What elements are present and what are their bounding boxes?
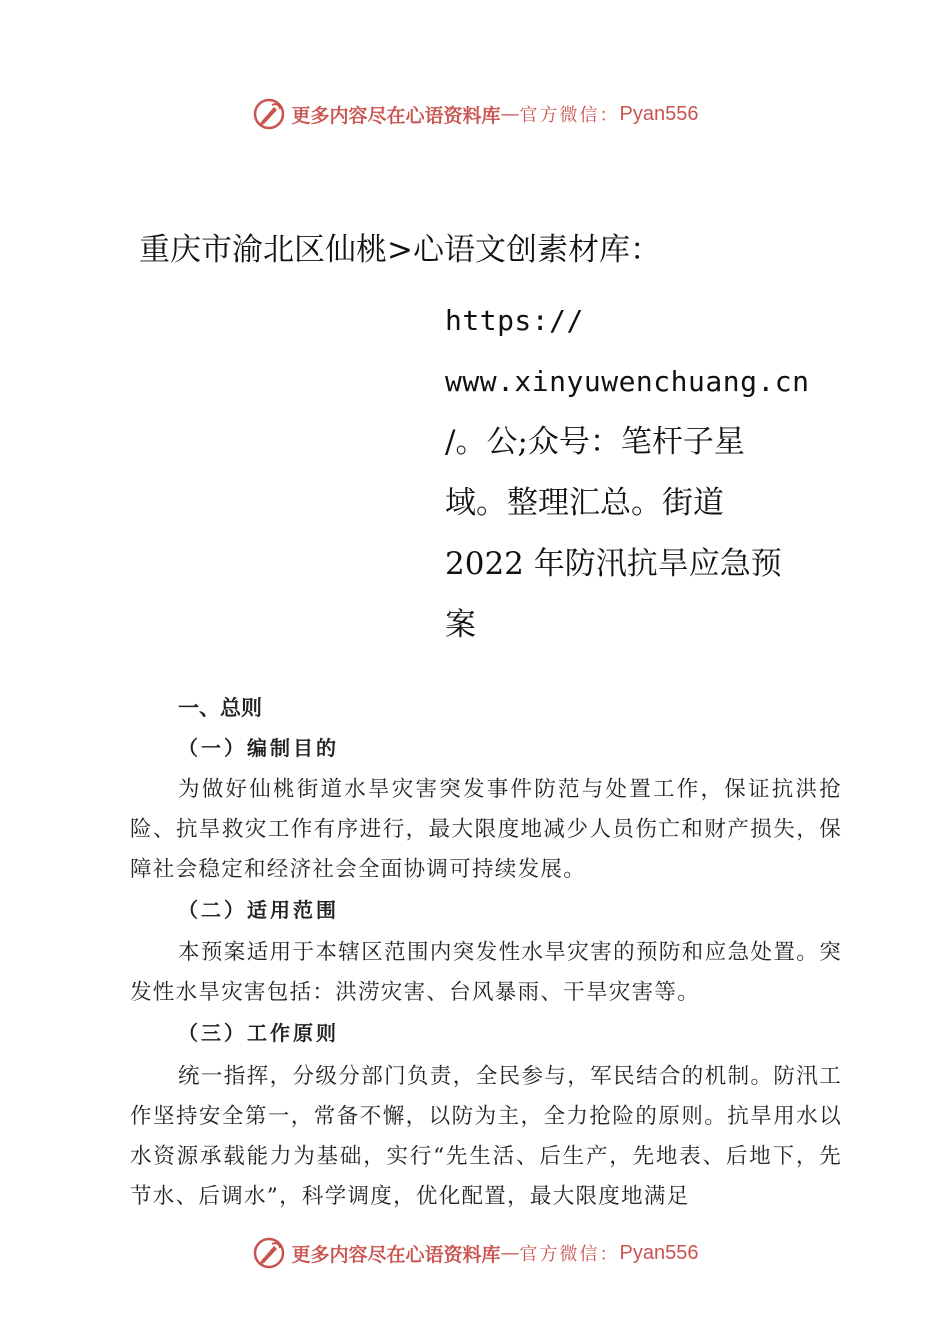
document-title-line1: 重庆市渝北区仙桃>心语文创素材库： bbox=[139, 232, 661, 268]
section-heading-general: 一、总则 bbox=[178, 696, 262, 720]
title-line: 域。整理汇总。街道 bbox=[445, 485, 724, 521]
title-line: https:// bbox=[445, 304, 584, 337]
banner-wechat-id: Pyan556 bbox=[619, 1241, 699, 1264]
banner-dash: — bbox=[500, 1242, 520, 1264]
banner-main-text: 更多内容尽在心语资料库 bbox=[291, 104, 501, 127]
banner-wechat-id: Pyan556 bbox=[619, 102, 699, 125]
subsection-heading-principles: （三）工作原则 bbox=[178, 1021, 339, 1045]
banner-dash: — bbox=[500, 103, 520, 125]
document-title-block bbox=[445, 290, 825, 656]
footer-banner bbox=[0, 1233, 950, 1273]
title-line: 案 bbox=[445, 607, 476, 643]
paragraph-scope: 本预案适用于本辖区范围内突发性水旱灾害的预防和应急处置。突发性水旱灾害包括：洪涝灾害、台风暴雨、干旱灾害等。 bbox=[130, 940, 842, 1005]
banner-main-text: 更多内容尽在心语资料库 bbox=[291, 1243, 501, 1266]
banner-sub-text: 官方微信： bbox=[519, 105, 620, 126]
title-line: /。公;众号：笔杆子星 bbox=[445, 424, 745, 460]
subsection-heading-scope: （二）适用范围 bbox=[178, 898, 339, 922]
title-line: 2022 年防汛抗旱应急预 bbox=[445, 546, 782, 582]
pen-logo-icon bbox=[252, 1236, 286, 1270]
banner-sub-text: 官方微信： bbox=[519, 1244, 620, 1265]
title-line: www.xinyuwenchuang.cn bbox=[445, 365, 810, 398]
paragraph-principles: 统一指挥，分级分部门负责，全民参与，军民结合的机制。防汛工作坚持安全第一，常备不懈，以防为主，全力抢险的原则。抗旱用水以水资源承载能力为基础，实行“先生活、后生产，先地表、后地下，先节水、后调水”，科学调度，优化配置，最大限度地满足 bbox=[130, 1064, 842, 1209]
header-banner bbox=[0, 94, 950, 134]
paragraph-purpose: 为做好仙桃街道水旱灾害突发事件防范与处置工作，保证抗洪抢险、抗旱救灾工作有序进行，最大限度地减少人员伤亡和财产损失，保障社会稳定和经济社会全面协调可持续发展。 bbox=[130, 777, 842, 882]
pen-logo-icon bbox=[252, 97, 286, 131]
subsection-heading-purpose: （一）编制目的 bbox=[178, 736, 339, 760]
